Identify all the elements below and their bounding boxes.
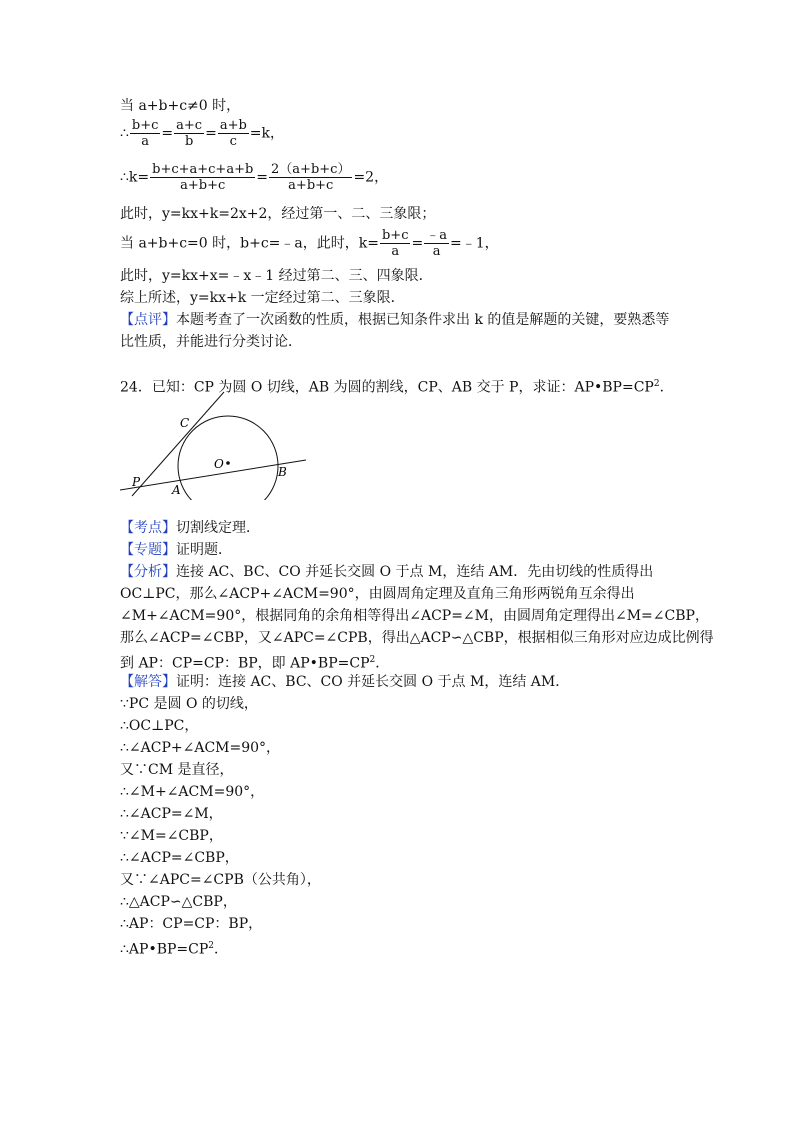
line-case-2-result: 此时，y=kx+x=﹣x﹣1 经过第二、三、四象限． — [120, 268, 433, 284]
fraction: $\frac{b+c}{a}$ — [381, 228, 409, 259]
proof-step: ∴OC⊥PC， — [120, 718, 199, 734]
proof-step: ∴AP：CP=CP：BP， — [120, 916, 263, 932]
proof-step: 又∵∠APC=∠CPB（公共角）， — [120, 872, 321, 888]
fenxi-line-2: OC⊥PC，那么∠ACP+∠ACM=90°，由圆周角定理及直角三角形两锐角互余得出 — [120, 586, 635, 602]
review-line-1: 【点评】本题考查了一次函数的性质，根据已知条件求出 k 的值是解题的关键，要熟悉等 — [120, 312, 670, 328]
jieda-line: 【解答】证明：连接 AC、BC、CO 并延长交圆 O 于点 M，连结 AM． — [120, 674, 570, 690]
zhuanti-line: 【专题】证明题． — [120, 542, 232, 558]
fenxi-line-4: 那么∠ACP=∠CBP，又∠APC=∠CPB，得出△ACP∽△CBP，根据相似三角形对应边成比例得 — [120, 630, 714, 646]
center-dot — [226, 461, 230, 465]
proof-step: ∵PC 是圆 O 的切线， — [120, 696, 258, 712]
proof-step: ∴∠ACP=∠M， — [120, 806, 223, 822]
fraction: $\frac{2(a+b+c)}{a+b+c}$ — [271, 162, 351, 193]
fraction: $\frac{b+c+a+c+a+b}{a+b+c}$ — [152, 162, 254, 193]
line-case-2: 当 a+b+c=0 时，b+c=﹣a，此时，k= $\frac{b+c}{a}$ = $\frac{﹣a}{a}$ =﹣1， — [120, 228, 499, 259]
line-ratio-equation: ∴ $\frac{b+c}{a}$ = $\frac{a+c}{b}$ = $\frac{a+b}{c}$ =k， — [120, 118, 285, 149]
label-p: P — [132, 475, 141, 489]
proof-step: ∴∠ACP+∠ACM=90°， — [120, 740, 281, 756]
fenxi-line-5: 到 AP：CP=CP：BP，即 $AP•BP=CP^2$． — [120, 655, 390, 672]
proof-step: 又∵CM 是直径， — [120, 762, 234, 778]
kaodian-line: 【考点】切割线定理． — [120, 520, 260, 536]
fraction: $\frac{﹣a}{a}$ — [426, 228, 447, 259]
label-c: C — [180, 416, 190, 430]
geometry-figure — [118, 388, 318, 500]
proof-step: ∴∠ACP=∠CBP， — [120, 850, 239, 866]
line-condition-1: 当 a+b+c≠0 时， — [120, 98, 241, 114]
question-24-stem: 24．已知：CP 为圆 O 切线，AB 为圆的割线，CP、AB 交于 P，求证：$AP•BP=CP^2$． — [120, 379, 674, 396]
therefore-symbol: ∴ — [120, 125, 129, 142]
label-o: O — [214, 457, 224, 471]
proof-step: ∴∠M+∠ACM=90°， — [120, 784, 265, 800]
line-conclusion: 综上所述，y=kx+k 一定经过第二、三象限． — [120, 290, 405, 306]
review-line-2: 比性质，并能进行分类讨论． — [120, 334, 302, 350]
circle-o — [178, 416, 278, 500]
line-case-1-result: 此时，y=kx+k=2x+2，经过第一、二、三象限； — [120, 206, 436, 222]
fenxi-line-3: ∠M+∠ACM=90°，根据同角的余角相等得出∠ACP=∠M，由圆周角定理得出∠M=∠CBP， — [120, 608, 709, 624]
review-tag: 【点评】 — [120, 312, 176, 328]
line-k-equation: ∴k= $\frac{b+c+a+c+a+b}{a+b+c}$ = $\frac{2(a+b+c)}{a+b+c}$ =2， — [120, 162, 389, 193]
label-b: B — [278, 465, 287, 479]
proof-final: $\therefore AP•BP=CP^2$． — [120, 941, 228, 958]
fraction: $\frac{a+c}{b}$ — [176, 118, 203, 149]
fenxi-line-1: 【分析】连接 AC、BC、CO 并延长交圆 O 于点 M，连结 AM．先由切线的性质得出 — [120, 564, 654, 580]
label-a: A — [172, 483, 181, 497]
fraction: $\frac{b+c}{a}$ — [131, 118, 159, 149]
proof-step: ∴△ACP∽△CBP， — [120, 894, 237, 910]
proof-step: ∵∠M=∠CBP， — [120, 828, 223, 844]
fraction: $\frac{a+b}{c}$ — [219, 118, 247, 149]
